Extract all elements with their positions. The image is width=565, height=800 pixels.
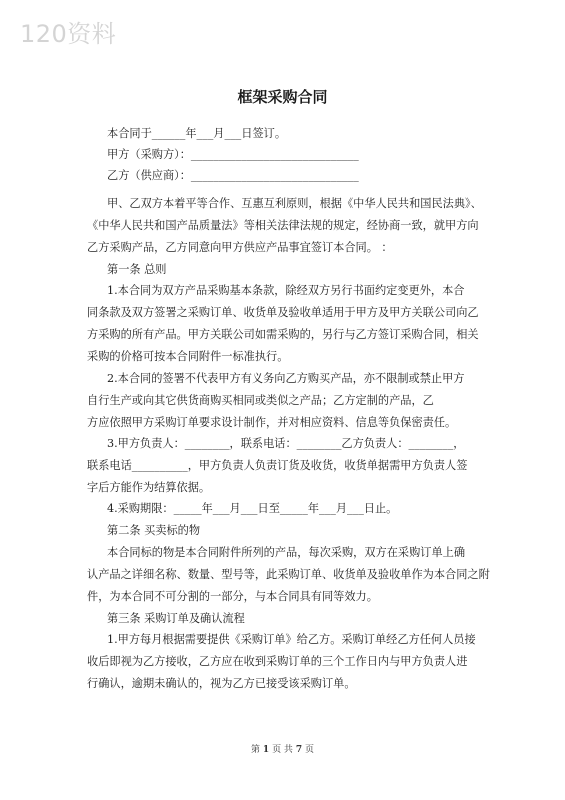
document-title: 框架采购合同 — [237, 88, 328, 106]
article-3-1-line-3: 行确认，逾期未确认的，视为乙方已接受该采购订单。 — [87, 677, 356, 690]
party-a-line: 甲方（采购方）：______________________________ — [107, 148, 359, 161]
article-1-3-line-2: 联系电话__________，甲方负责人负责订货及收货，收货单据需甲方负责人签 — [87, 459, 468, 472]
page-footer — [0, 742, 565, 755]
article-1-3-line-3: 字后方能作为结算依据。 — [87, 481, 211, 494]
watermark-logo: 120资料 — [20, 20, 117, 48]
article-1-1-line-1: 1.本合同为双方产品采购基本条款，除经双方另行书面约定变更外，本合 — [107, 284, 465, 297]
footer-page-number: 1 — [262, 745, 270, 755]
article-1-2-line-2: 自行生产或向其它供货商购买相同或类似之产品；乙方定制的产品，乙 — [87, 394, 434, 407]
article-1-1-line-2: 同条款及双方签署之采购订单、收货单及验收单适用于甲方及甲方关联公司向乙 — [87, 306, 479, 319]
article-2-line-2: 认产品之详细名称、数量、型号等，此采购订单、收货单及验收单作为本合同之附 — [87, 568, 490, 581]
article-3-1-line-1: 1.甲方每月根据需要提供《采购订单》给乙方。采购订单经乙方任何人员接 — [107, 633, 476, 646]
article-2-line-3: 件，为本合同不可分割的一部分，与本合同具有同等效力。 — [87, 590, 378, 603]
article-1-1-line-4: 采购的价格可按本合同附件一标准执行。 — [87, 350, 289, 363]
article-1-1-line-3: 方采购的所有产品。甲方关联公司如需采购的，另行与乙方签订采购合同，相关 — [87, 328, 479, 341]
footer-suffix: 页 — [304, 745, 314, 755]
article-2-line-1: 本合同标的物是本合同附件所列的产品，每次采购，双方在采购订单上确 — [107, 546, 466, 559]
footer-prefix: 第 — [251, 745, 261, 755]
preamble-line-2: 《中华人民共和国产品质量法》等相关法律法规的规定，经协商一致，就甲方向 — [87, 219, 479, 232]
article-1-2-line-1: 2.本合同的签署不代表甲方有义务向乙方购买产品，亦不限制或禁止甲方 — [107, 372, 465, 385]
party-b-line: 乙方（供应商）：______________________________ — [107, 169, 359, 182]
preamble-line-3: 乙方采购产品，乙方同意向甲方供应产品事宜签订本合同。 ： — [87, 241, 393, 254]
article-1-2-line-3: 方应依照甲方采购订单要求设计制作，并对相应资料、信息等负保密责任。 — [87, 416, 457, 429]
footer-middle: 页 共 — [272, 745, 293, 755]
footer-total-pages: 7 — [295, 745, 303, 755]
signing-date-line: 本合同于______年___月___日签订。 — [107, 127, 287, 140]
article-1-3-line-1: 3.甲方负责人：________，联系电话：________乙方负责人：________， — [107, 437, 465, 450]
article-1-heading: 第一条 总则 — [107, 263, 167, 276]
article-3-1-line-2: 收后即视为乙方接收，乙方应在收到采购订单的三个工作日内与甲方负责人进 — [87, 655, 468, 668]
article-1-4-line: 4.采购期限：_____年___月___日至_____年___月___日止。 — [107, 502, 398, 515]
preamble-line-1: 甲、乙双方本着平等合作、互惠互利原则，根据《中华人民共和国民法典》、 — [107, 197, 482, 210]
article-3-heading: 第三条 采购订单及确认流程 — [107, 612, 245, 625]
article-2-heading: 第二条 买卖标的物 — [107, 524, 201, 537]
